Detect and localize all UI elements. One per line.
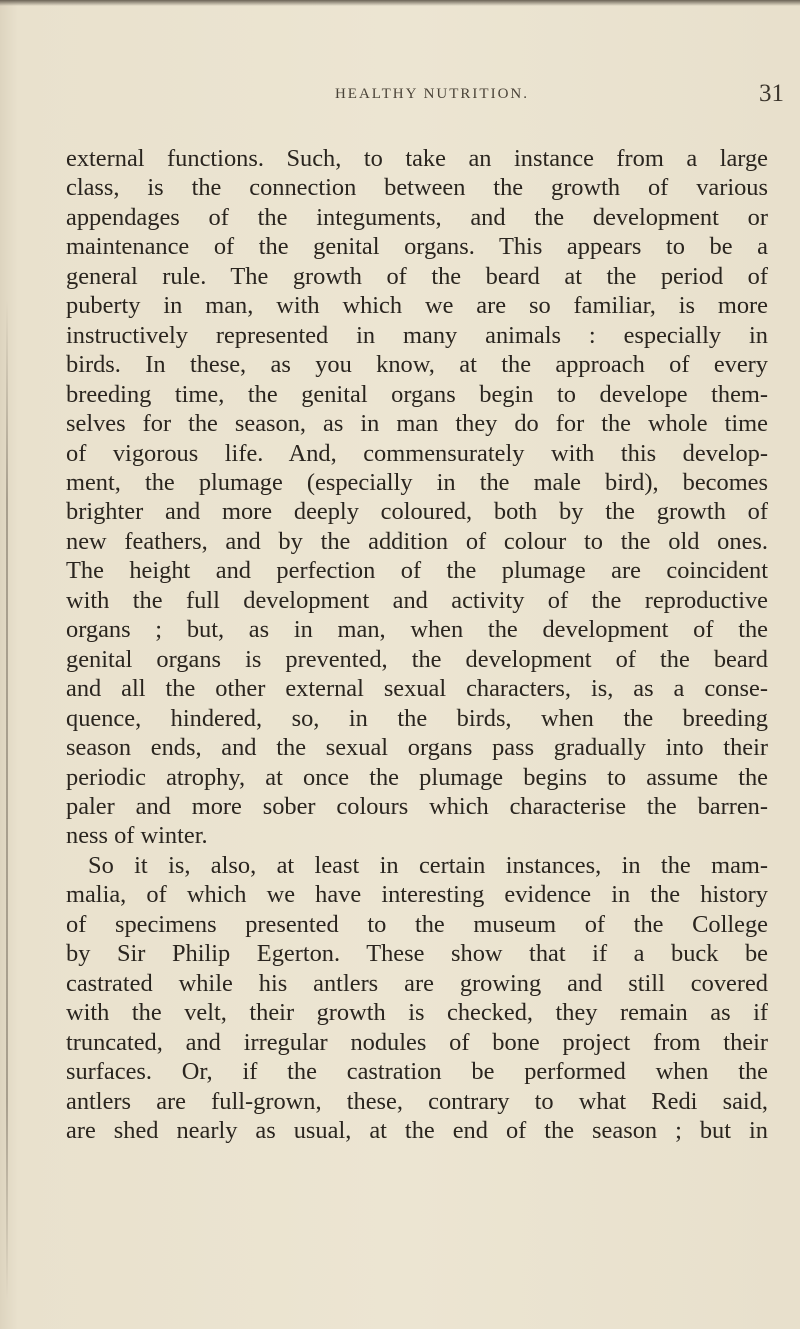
text-line: of specimens presented to the museum of the College: [66, 910, 768, 938]
text-line: general rule. The growth of the beard at the period of: [66, 262, 768, 290]
text-line: So it is, also, at least in certain instances, in the mam-: [88, 851, 768, 879]
text-line: season ends, and the sexual organs pass gradually into their: [66, 734, 768, 762]
text-line: brighter and more deeply coloured, both by the growth of: [66, 498, 768, 526]
text-line: periodic atrophy, at once the plumage begins to assume the: [66, 763, 768, 791]
text-line: instructively represented in many animals : especially in: [66, 321, 768, 349]
text-line: surfaces. Or, if the castration be performed when the: [66, 1058, 768, 1086]
text-line: genital organs is prevented, the development of the beard: [66, 645, 768, 673]
text-line: antlers are full-grown, these, contrary to what Redi said,: [66, 1087, 768, 1115]
page-top-edge: [0, 0, 800, 6]
text-line: quence, hindered, so, in the birds, when the breeding: [66, 704, 768, 732]
text-line: breeding time, the genital organs begin to develope them-: [66, 380, 768, 408]
text-line: ness of winter.: [66, 822, 208, 850]
text-line: and all the other external sexual characters, is, as a conse-: [66, 675, 768, 703]
running-head-title: HEALTHY NUTRITION.: [334, 86, 530, 102]
text-line: maintenance of the genital organs. This appears to be a: [66, 233, 768, 261]
text-line: of vigorous life. And, commensurately with this develop-: [66, 439, 768, 467]
text-line: new feathers, and by the addition of colour to the old ones.: [66, 527, 768, 555]
text-line: with the velt, their growth is checked, they remain as if: [66, 999, 768, 1027]
text-line: malia, of which we have interesting evidence in the history: [66, 881, 768, 909]
page-number: 31: [759, 80, 784, 107]
text-line: are shed nearly as usual, at the end of the season ; but in: [66, 1116, 768, 1144]
text-line: class, is the connection between the growth of various: [66, 174, 768, 202]
text-line: selves for the season, as in man they do for the whole time: [66, 410, 768, 438]
text-line: organs ; but, as in man, when the development of the: [66, 616, 768, 644]
text-line: appendages of the integuments, and the development or: [66, 203, 768, 231]
text-line: with the full development and activity of the reproductive: [66, 586, 768, 614]
running-head: [80, 80, 784, 116]
page-gutter-shadow: [6, 300, 8, 1300]
text-line: paler and more sober colours which characterise the barren-: [66, 792, 768, 820]
text-line: birds. In these, as you know, at the approach of every: [66, 351, 768, 379]
text-line: The height and perfection of the plumage are coincident: [66, 557, 768, 585]
paragraph: [66, 144, 768, 851]
text-line: by Sir Philip Egerton. These show that if a buck be: [66, 940, 768, 968]
text-line: truncated, and irregular nodules of bone project from their: [66, 1028, 768, 1056]
text-line: puberty in man, with which we are so familiar, is more: [66, 292, 768, 320]
text-line: external functions. Such, to take an instance from a large: [66, 145, 768, 172]
paragraph: [66, 851, 768, 1146]
body-text: [66, 144, 768, 1145]
text-line: castrated while his antlers are growing and still covered: [66, 969, 768, 997]
text-line: ment, the plumage (especially in the male bird), becomes: [66, 468, 768, 496]
